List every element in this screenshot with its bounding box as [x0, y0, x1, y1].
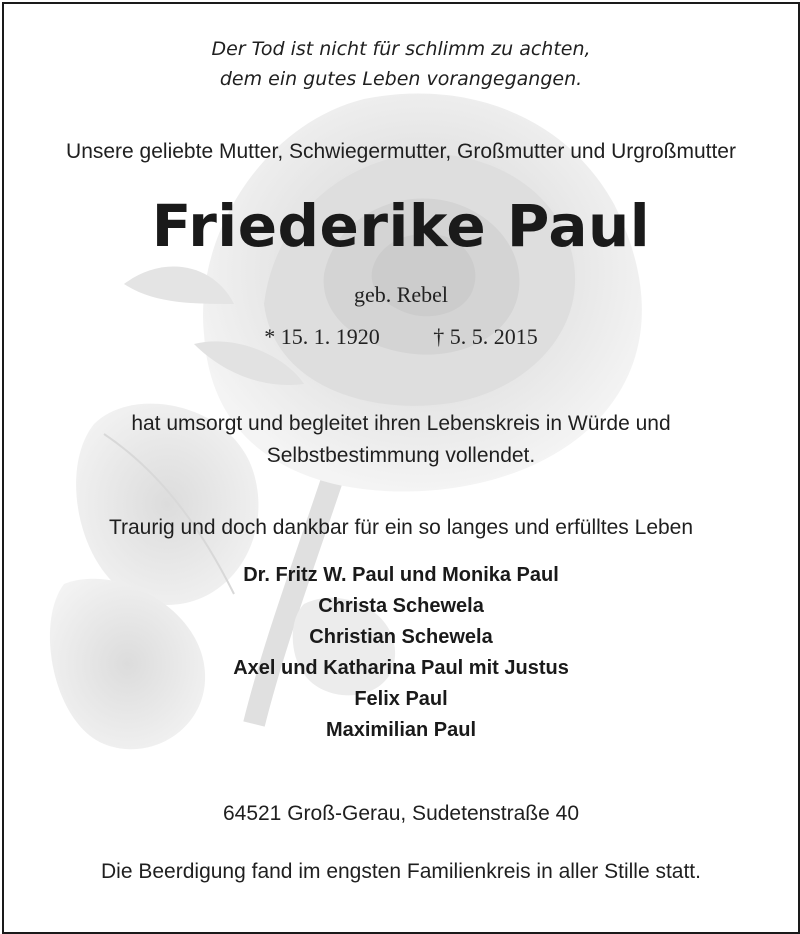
funeral-note: Die Beerdigung fand im engsten Familienkreis in aller Stille statt. [101, 860, 701, 883]
motto-line-2: dem ein gutes Leben vorangegangen. [219, 68, 583, 90]
tribute-line-1: hat umsorgt und begleitet ihren Lebenskreis in Würde und [131, 412, 671, 435]
intro-text: Unsere geliebte Mutter, Schwiegermutter, Großmutter und Urgroßmutter [66, 140, 736, 163]
mourner-4: Axel und Katharina Paul mit Justus [233, 657, 569, 679]
motto-line-1: Der Tod ist nicht für schlimm zu achten, [211, 38, 591, 60]
mourner-5: Felix Paul [354, 688, 448, 710]
birth-name: geb. Rebel [353, 282, 449, 307]
mourner-1: Dr. Fritz W. Paul und Monika Paul [243, 564, 559, 586]
tribute-line-2: Selbstbestimmung vollendet. [266, 444, 536, 467]
death-date: † 5. 5. 2015 [433, 324, 538, 349]
mourner-2: Christa Schewela [318, 595, 484, 617]
mourner-3: Christian Schewela [309, 626, 493, 648]
obituary-frame [2, 2, 800, 934]
deceased-name: Friederike Paul [151, 192, 651, 260]
grief-line: Traurig und doch dankbar für ein so langes und erfülltes Leben [108, 516, 694, 539]
obituary-content [4, 4, 798, 932]
mourner-6: Maximilian Paul [325, 719, 477, 741]
birth-date: * 15. 1. 1920 [264, 324, 380, 349]
address: 64521 Groß-Gerau, Sudetenstraße 40 [222, 802, 580, 825]
life-dates [4, 324, 798, 350]
